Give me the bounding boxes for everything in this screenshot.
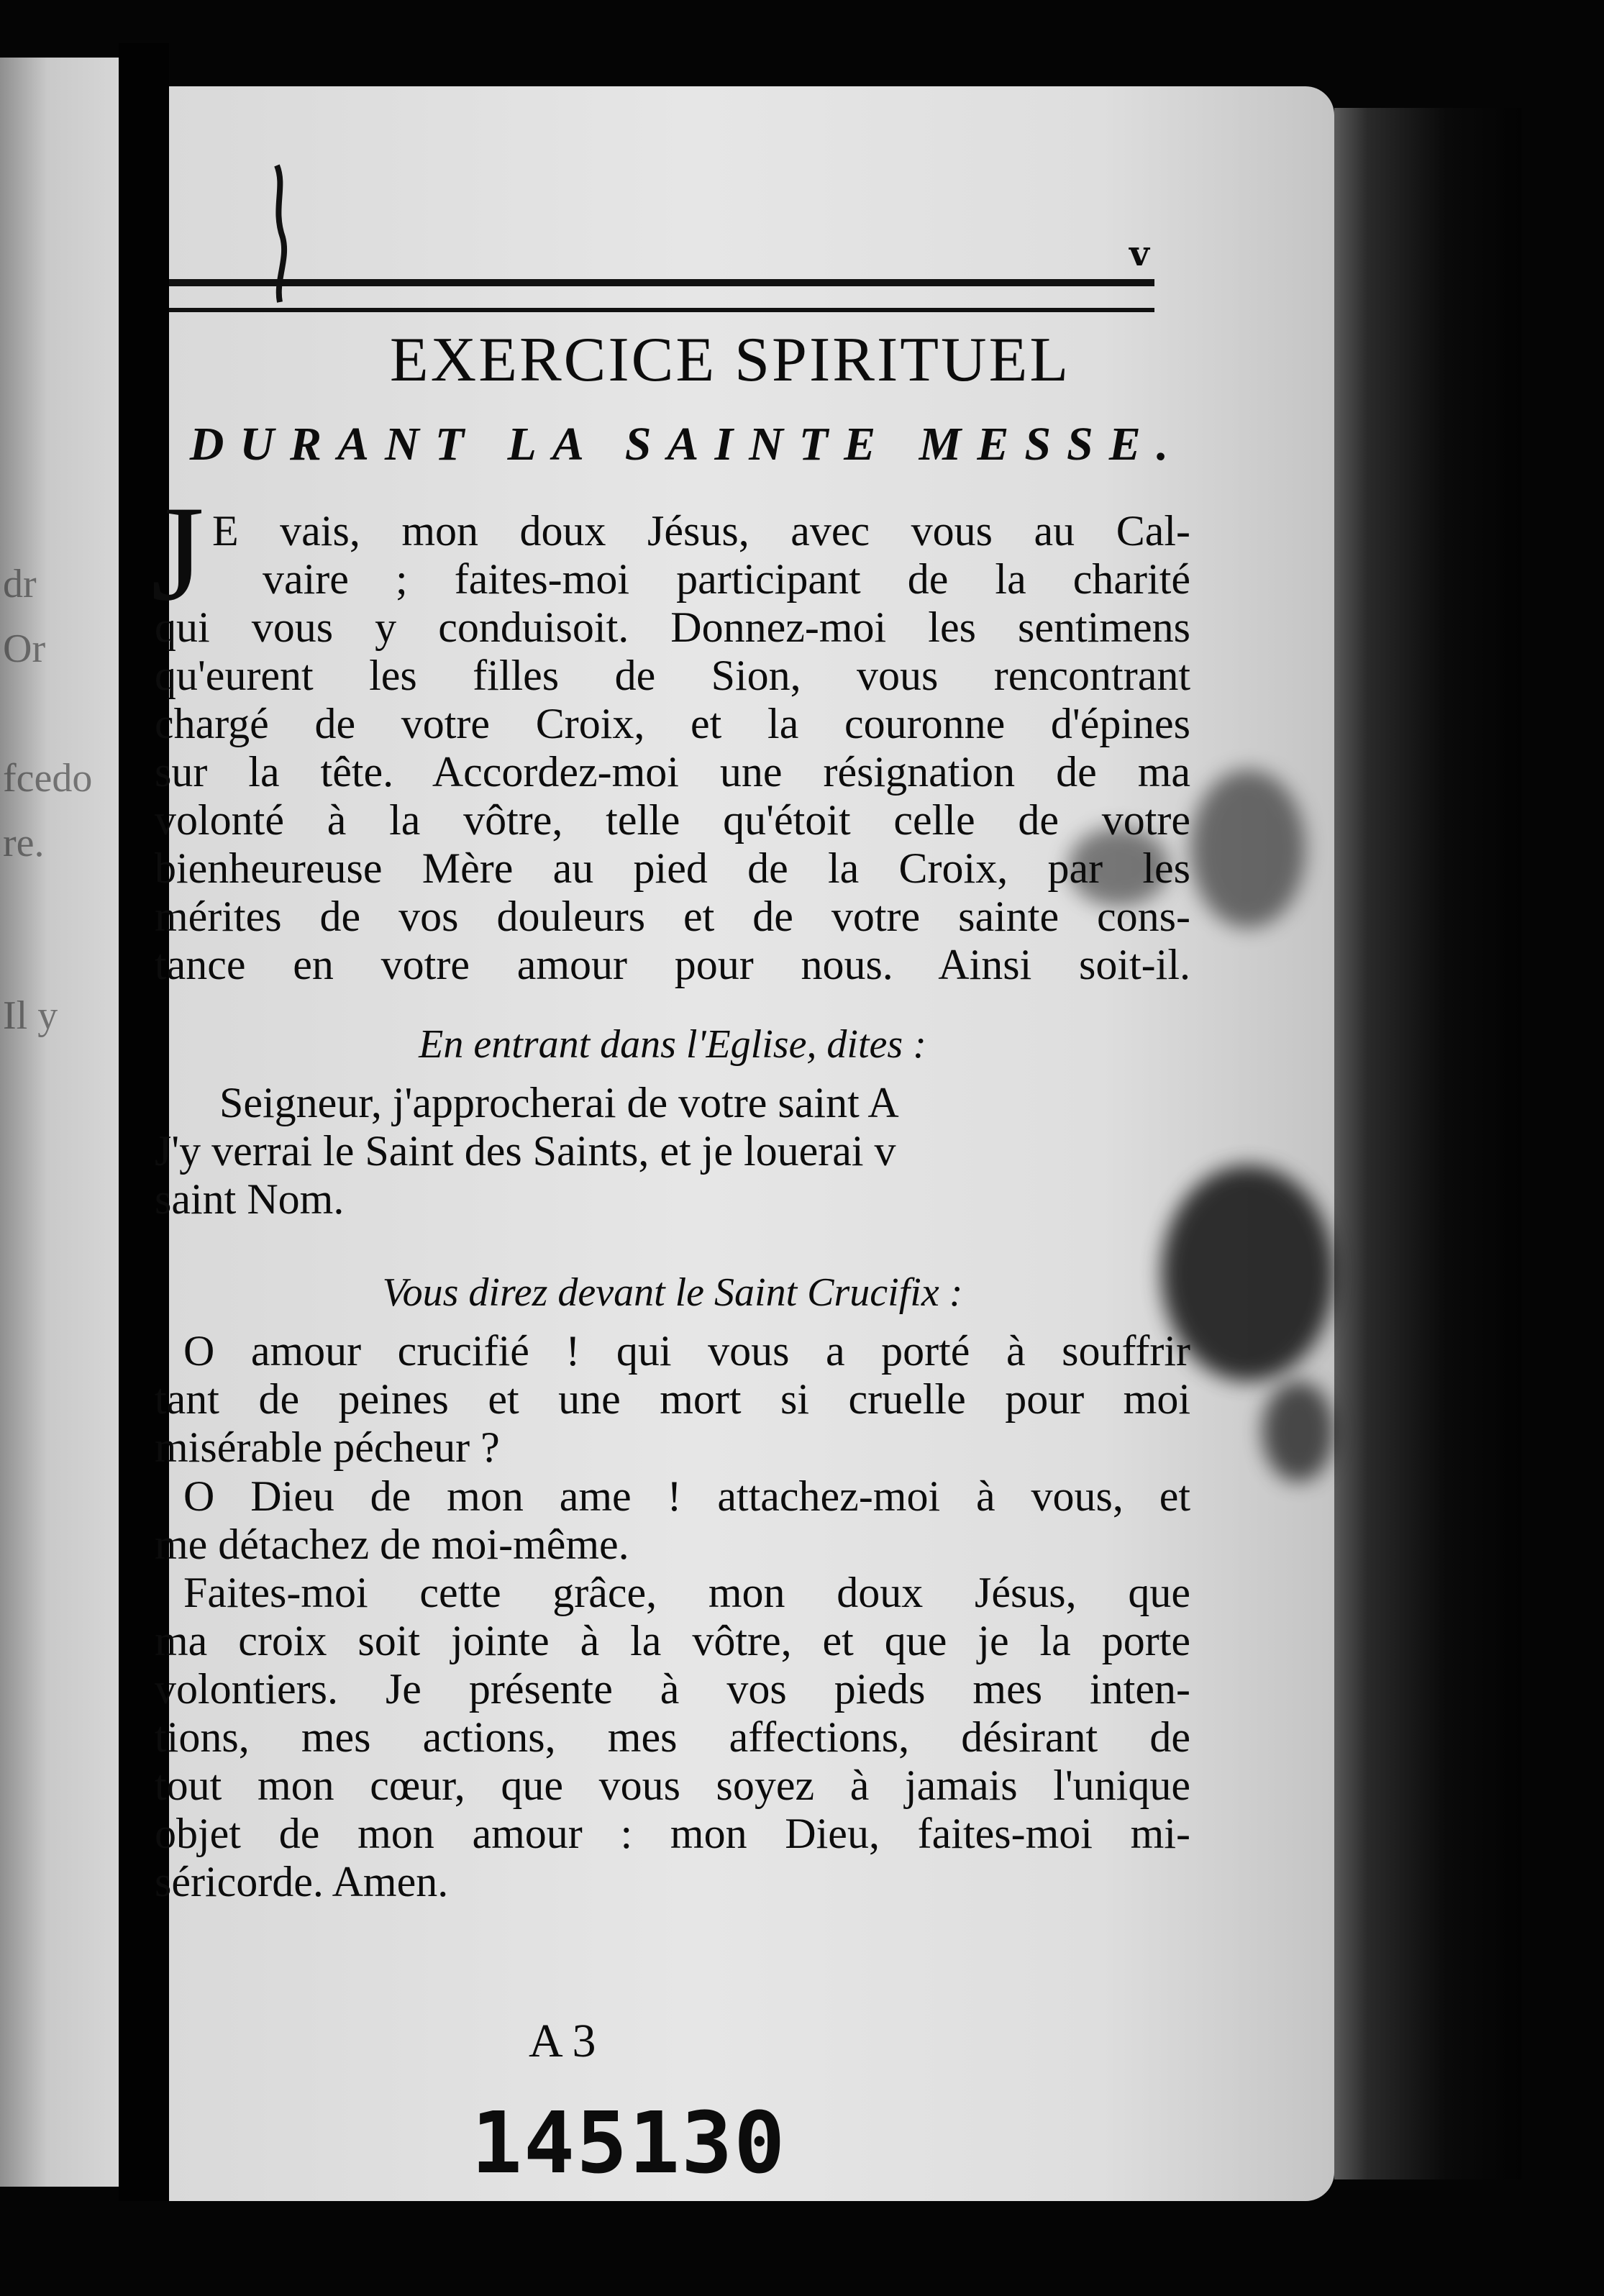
text-line: chargé de votre Croix, et la couronne d'épines [155, 700, 1190, 747]
page-title: EXERCICE SPIRITUEL [389, 325, 1071, 395]
text-line: tance en votre amour pour nous. Ainsi soit-il. [155, 941, 1190, 988]
text-line: J'y verrai le Saint des Saints, et je louerai v [155, 1127, 896, 1175]
paragraph-faites-moi [155, 1569, 1190, 1906]
ink-stain [1262, 1381, 1334, 1482]
text-line: saint Nom. [155, 1175, 345, 1223]
text-line: bienheureuse Mère au pied de la Croix, par les [155, 844, 1190, 892]
text-line: Faites-moi cette grâce, mon doux Jésus, que [183, 1569, 1190, 1616]
paragraph-prayer-cont [155, 603, 1190, 989]
text-line: sur la tête. Accordez-moi une résignation de ma [155, 748, 1190, 796]
left-page-fragment: fcedo [3, 756, 93, 801]
text-line: objet de mon amour : mon Dieu, faites-moi mi- [155, 1810, 1190, 1857]
left-page-fragment: re. [3, 821, 45, 865]
paragraph-seigneur [155, 1079, 1190, 1224]
book-edge-shadow [1334, 108, 1521, 2179]
text-line: Seigneur, j'approcherai de votre saint A [219, 1079, 899, 1126]
text-line: qu'eurent les filles de Sion, vous rencontrant [155, 652, 1190, 699]
signature-mark: v [1129, 234, 1149, 274]
text-line: misérable pécheur ? [155, 1423, 500, 1471]
left-facing-page [0, 58, 119, 2187]
text-line: volonté à la vôtre, telle qu'étoit celle de votre [155, 796, 1190, 844]
rubric-entering-church: En entrant dans l'Eglise, dites : [419, 1022, 926, 1067]
drop-cap: J [151, 478, 204, 629]
text-line: E vais, mon doux Jésus, avec vous au Cal- [212, 507, 1190, 555]
left-page-fragment: dr [3, 562, 37, 606]
page-subtitle: DURANT LA SAINTE MESSE. [189, 418, 1185, 470]
rubric-before-crucifix: Vous direz devant le Saint Crucifix : [382, 1270, 963, 1315]
page-signature: A 3 [529, 2015, 596, 2067]
ink-stain [1190, 770, 1305, 928]
text-line: O amour crucifié ! qui vous a porté à souffrir [183, 1327, 1190, 1375]
text-line: me détachez de moi-même. [155, 1521, 629, 1568]
header-rule [169, 279, 1154, 312]
text-line: O Dieu de mon ame ! attachez-moi à vous, et [183, 1472, 1190, 1520]
text-line: tions, mes actions, mes affections, désirant de [155, 1713, 1190, 1761]
text-line: ma croix soit jointe à la vôtre, et que je la porte [155, 1617, 1190, 1664]
text-line: tant de peines et une mort si cruelle pour moi [155, 1375, 1190, 1423]
paragraph-amour-crucifie [155, 1327, 1190, 1472]
inventory-stamp: 145130 [471, 2093, 787, 2192]
paragraph-dieu-de-mon-ame [155, 1472, 1190, 1569]
text-line: qui vous y conduisoit. Donnez-moi les sentimens [155, 603, 1190, 651]
left-page-fragment: Il y [3, 993, 58, 1038]
left-page-fragment: Or [3, 627, 46, 671]
paragraph-prayer [212, 507, 1190, 603]
text-line: séricorde. Amen. [155, 1858, 449, 1905]
text-line: vaire ; faites-moi participant de la charité [263, 555, 1190, 603]
text-line: mérites de vos douleurs et de votre sainte cons- [155, 893, 1190, 940]
text-line: tout mon cœur, que vous soyez à jamais l'unique [155, 1762, 1190, 1809]
text-line: volontiers. Je présente à vos pieds mes inten- [155, 1665, 1190, 1713]
book-page [151, 86, 1334, 2201]
